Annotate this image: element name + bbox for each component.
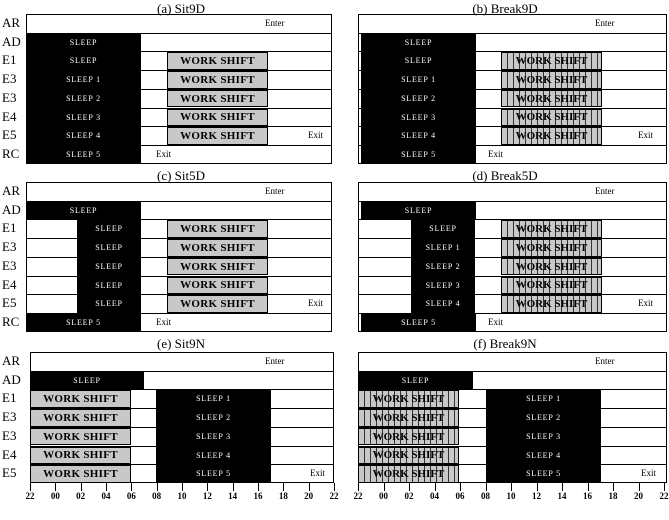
work-shift-block: WORK SHIFT (167, 295, 268, 313)
axis-tick (157, 483, 158, 491)
axis-tick-label: 22 (353, 491, 363, 501)
row-label: E4 (2, 108, 17, 124)
sleep-block: SLEEP 3 (26, 108, 141, 127)
row-label: E3 (2, 239, 17, 255)
exit-label: Exit (488, 148, 503, 159)
work-shift-block: WORK SHIFT (358, 465, 459, 483)
work-shift-block: WORK SHIFT (30, 447, 131, 465)
axis-tick (233, 483, 234, 491)
enter-label: Enter (595, 356, 615, 366)
row-label: E3 (2, 257, 17, 273)
sleep-block: SLEEP (77, 257, 141, 276)
row-label: E5 (2, 127, 17, 143)
row-label: AR (2, 183, 21, 198)
sleep-block: SLEEP 1 (486, 389, 601, 408)
work-shift-block: WORK SHIFT (501, 71, 602, 89)
sleep-block: SLEEP 4 (486, 446, 601, 465)
row-label: E3 (2, 89, 17, 105)
work-shift-block: WORK SHIFT (501, 127, 602, 145)
axis-tick-label: 20 (634, 491, 643, 501)
exit-label: Exit (156, 316, 171, 327)
axis-tick-label: 06 (455, 491, 465, 501)
axis-tick-label: 12 (202, 491, 212, 501)
axis-tick-label: 10 (506, 491, 516, 501)
sleep-block: SLEEP 3 (411, 276, 475, 295)
row-label: E1 (2, 390, 17, 406)
sleep-block: SLEEP 1 (156, 389, 271, 408)
axis-tick (106, 483, 107, 491)
sleep-block: SLEEP 4 (26, 126, 141, 145)
axis-tick (182, 483, 183, 491)
sleep-block: SLEEP 4 (411, 294, 475, 313)
sleep-block: SLEEP (361, 33, 476, 52)
work-shift-block: WORK SHIFT (167, 220, 268, 238)
sleep-block: SLEEP 5 (26, 145, 141, 164)
enter-label: Enter (265, 18, 285, 28)
axis-tick-label: 00 (379, 491, 388, 501)
work-shift-block: WORK SHIFT (501, 90, 602, 108)
sleep-block: SLEEP (411, 219, 475, 238)
sleep-block: SLEEP (26, 33, 141, 52)
axis-tick-label: 14 (557, 491, 567, 501)
axis-tick (409, 483, 410, 491)
exit-label: Exit (641, 468, 656, 479)
sleep-block: SLEEP 3 (361, 108, 476, 127)
sleep-block: SLEEP (361, 51, 476, 70)
axis-tick-label: 22 (329, 491, 339, 501)
work-shift-block: WORK SHIFT (501, 52, 602, 70)
work-shift-block: WORK SHIFT (167, 71, 268, 89)
axis-tick-label: 06 (126, 491, 136, 501)
axis-tick (334, 483, 335, 491)
axis-tick (613, 483, 614, 491)
axis-tick (30, 483, 31, 491)
axis-tick (309, 483, 310, 491)
work-shift-block: WORK SHIFT (501, 295, 602, 313)
row-label: E1 (2, 52, 17, 68)
axis-tick-label: 10 (177, 491, 187, 501)
sleep-block: SLEEP 3 (486, 427, 601, 446)
axis-tick-label: 14 (228, 491, 238, 501)
work-shift-block: WORK SHIFT (501, 277, 602, 295)
sleep-block: SLEEP 5 (361, 313, 476, 332)
axis-tick (588, 483, 589, 491)
row-label: E5 (2, 295, 17, 311)
axis-tick-label: 04 (101, 491, 111, 501)
axis-tick (639, 483, 640, 491)
work-shift-block: WORK SHIFT (167, 90, 268, 108)
work-shift-block: WORK SHIFT (167, 127, 268, 145)
panel-title-c: (c) Sit5D (156, 168, 206, 183)
panel-title-e: (e) Sit9N (156, 336, 206, 351)
axis-tick (511, 483, 512, 491)
axis-tick (486, 483, 487, 491)
work-shift-block: WORK SHIFT (358, 409, 459, 427)
enter-label: Enter (265, 356, 285, 366)
axis-tick-label: 18 (608, 491, 618, 501)
sleep-block: SLEEP 2 (361, 89, 476, 108)
sleep-block: SLEEP 1 (26, 70, 141, 89)
work-shift-block: WORK SHIFT (167, 52, 268, 70)
exit-label: Exit (488, 316, 503, 327)
axis-tick (131, 483, 132, 491)
work-shift-block: WORK SHIFT (30, 465, 131, 483)
sleep-block: SLEEP 5 (486, 464, 601, 483)
panel-title-d: (d) Break5D (472, 168, 538, 183)
row-label: AD (2, 371, 21, 387)
exit-label: Exit (156, 148, 171, 159)
row-label: RC (2, 145, 20, 161)
panel-title-f: (f) Break9N (473, 336, 537, 351)
work-shift-block: WORK SHIFT (167, 258, 268, 276)
sleep-block: SLEEP 4 (156, 446, 271, 465)
work-shift-block: WORK SHIFT (358, 447, 459, 465)
sleep-block: SLEEP 2 (156, 408, 271, 427)
sleep-block: SLEEP 3 (156, 427, 271, 446)
sleep-block: SLEEP (26, 51, 141, 70)
exit-label: Exit (310, 468, 325, 479)
work-shift-block: WORK SHIFT (30, 428, 131, 446)
row-label: E3 (2, 409, 17, 425)
work-shift-block: WORK SHIFT (501, 220, 602, 238)
work-shift-block: WORK SHIFT (501, 239, 602, 257)
sleep-block: SLEEP 2 (411, 257, 475, 276)
axis-tick (283, 483, 284, 491)
work-shift-block: WORK SHIFT (501, 109, 602, 127)
work-shift-block: WORK SHIFT (167, 239, 268, 257)
exit-label: Exit (638, 130, 653, 141)
sleep-block: SLEEP 1 (411, 238, 475, 257)
axis-tick-label: 16 (253, 491, 263, 501)
work-shift-block: WORK SHIFT (358, 428, 459, 446)
work-shift-block: WORK SHIFT (167, 109, 268, 127)
sleep-block: SLEEP (30, 371, 144, 390)
axis-tick-label: 02 (404, 491, 414, 501)
sleep-block: SLEEP (26, 201, 141, 220)
row-label: E3 (2, 71, 17, 87)
axis-tick (435, 483, 436, 491)
exit-label: Exit (638, 298, 653, 309)
axis-tick-label: 20 (304, 491, 314, 501)
sleep-block: SLEEP 5 (156, 464, 271, 483)
axis-tick (537, 483, 538, 491)
work-shift-block: WORK SHIFT (30, 409, 131, 427)
work-shift-block: WORK SHIFT (30, 390, 131, 408)
row-label: E5 (2, 465, 17, 481)
row-label: AR (2, 353, 21, 368)
axis-tick (81, 483, 82, 491)
axis-tick (384, 483, 385, 491)
axis-tick (460, 483, 461, 491)
sleep-block: SLEEP 1 (361, 70, 476, 89)
sleep-block: SLEEP 5 (26, 313, 141, 332)
sleep-block: SLEEP (77, 238, 141, 257)
sleep-block: SLEEP (77, 276, 141, 295)
row-label: E1 (2, 220, 17, 236)
axis-tick-label: 22 (659, 491, 669, 501)
exit-label: Exit (308, 130, 323, 141)
axis-tick-label: 18 (278, 491, 288, 501)
axis-tick-label: 00 (50, 491, 60, 501)
work-shift-block: WORK SHIFT (501, 258, 602, 276)
axis-tick-label: 22 (25, 491, 35, 501)
work-shift-block: WORK SHIFT (358, 390, 459, 408)
axis-tick (207, 483, 208, 491)
axis-tick-label: 04 (430, 491, 439, 501)
sleep-block: SLEEP (77, 219, 141, 238)
sleep-block: SLEEP 5 (361, 145, 476, 164)
panel-title-b: (b) Break9D (472, 1, 538, 16)
axis-tick (358, 483, 359, 491)
enter-label: Enter (595, 186, 615, 196)
row-label: AD (2, 33, 21, 49)
axis-tick (55, 483, 56, 491)
row-label: E3 (2, 427, 17, 443)
sleep-block: SLEEP (358, 371, 473, 390)
sleep-block: SLEEP 2 (26, 89, 141, 108)
row-label: E4 (2, 276, 17, 292)
sleep-block: SLEEP 4 (361, 126, 476, 145)
row-label: AR (2, 15, 21, 30)
enter-label: Enter (595, 18, 615, 28)
sleep-block: SLEEP (77, 294, 141, 313)
enter-label: Enter (265, 186, 285, 196)
row-label: RC (2, 313, 20, 329)
axis-tick (664, 483, 665, 491)
axis-tick-label: 12 (532, 491, 541, 501)
axis-tick-label: 16 (583, 491, 592, 501)
axis-tick-label: 08 (481, 491, 490, 501)
panel-title-a: (a) Sit9D (156, 1, 206, 16)
row-label: AD (2, 201, 21, 217)
sleep-block: SLEEP 2 (486, 408, 601, 427)
axis-tick (562, 483, 563, 491)
axis-tick-label: 08 (152, 491, 162, 501)
axis-tick-label: 02 (76, 491, 86, 501)
work-shift-block: WORK SHIFT (167, 277, 268, 295)
axis-tick (258, 483, 259, 491)
sleep-block: SLEEP (361, 201, 476, 220)
row-label: E4 (2, 446, 17, 462)
exit-label: Exit (308, 298, 323, 309)
